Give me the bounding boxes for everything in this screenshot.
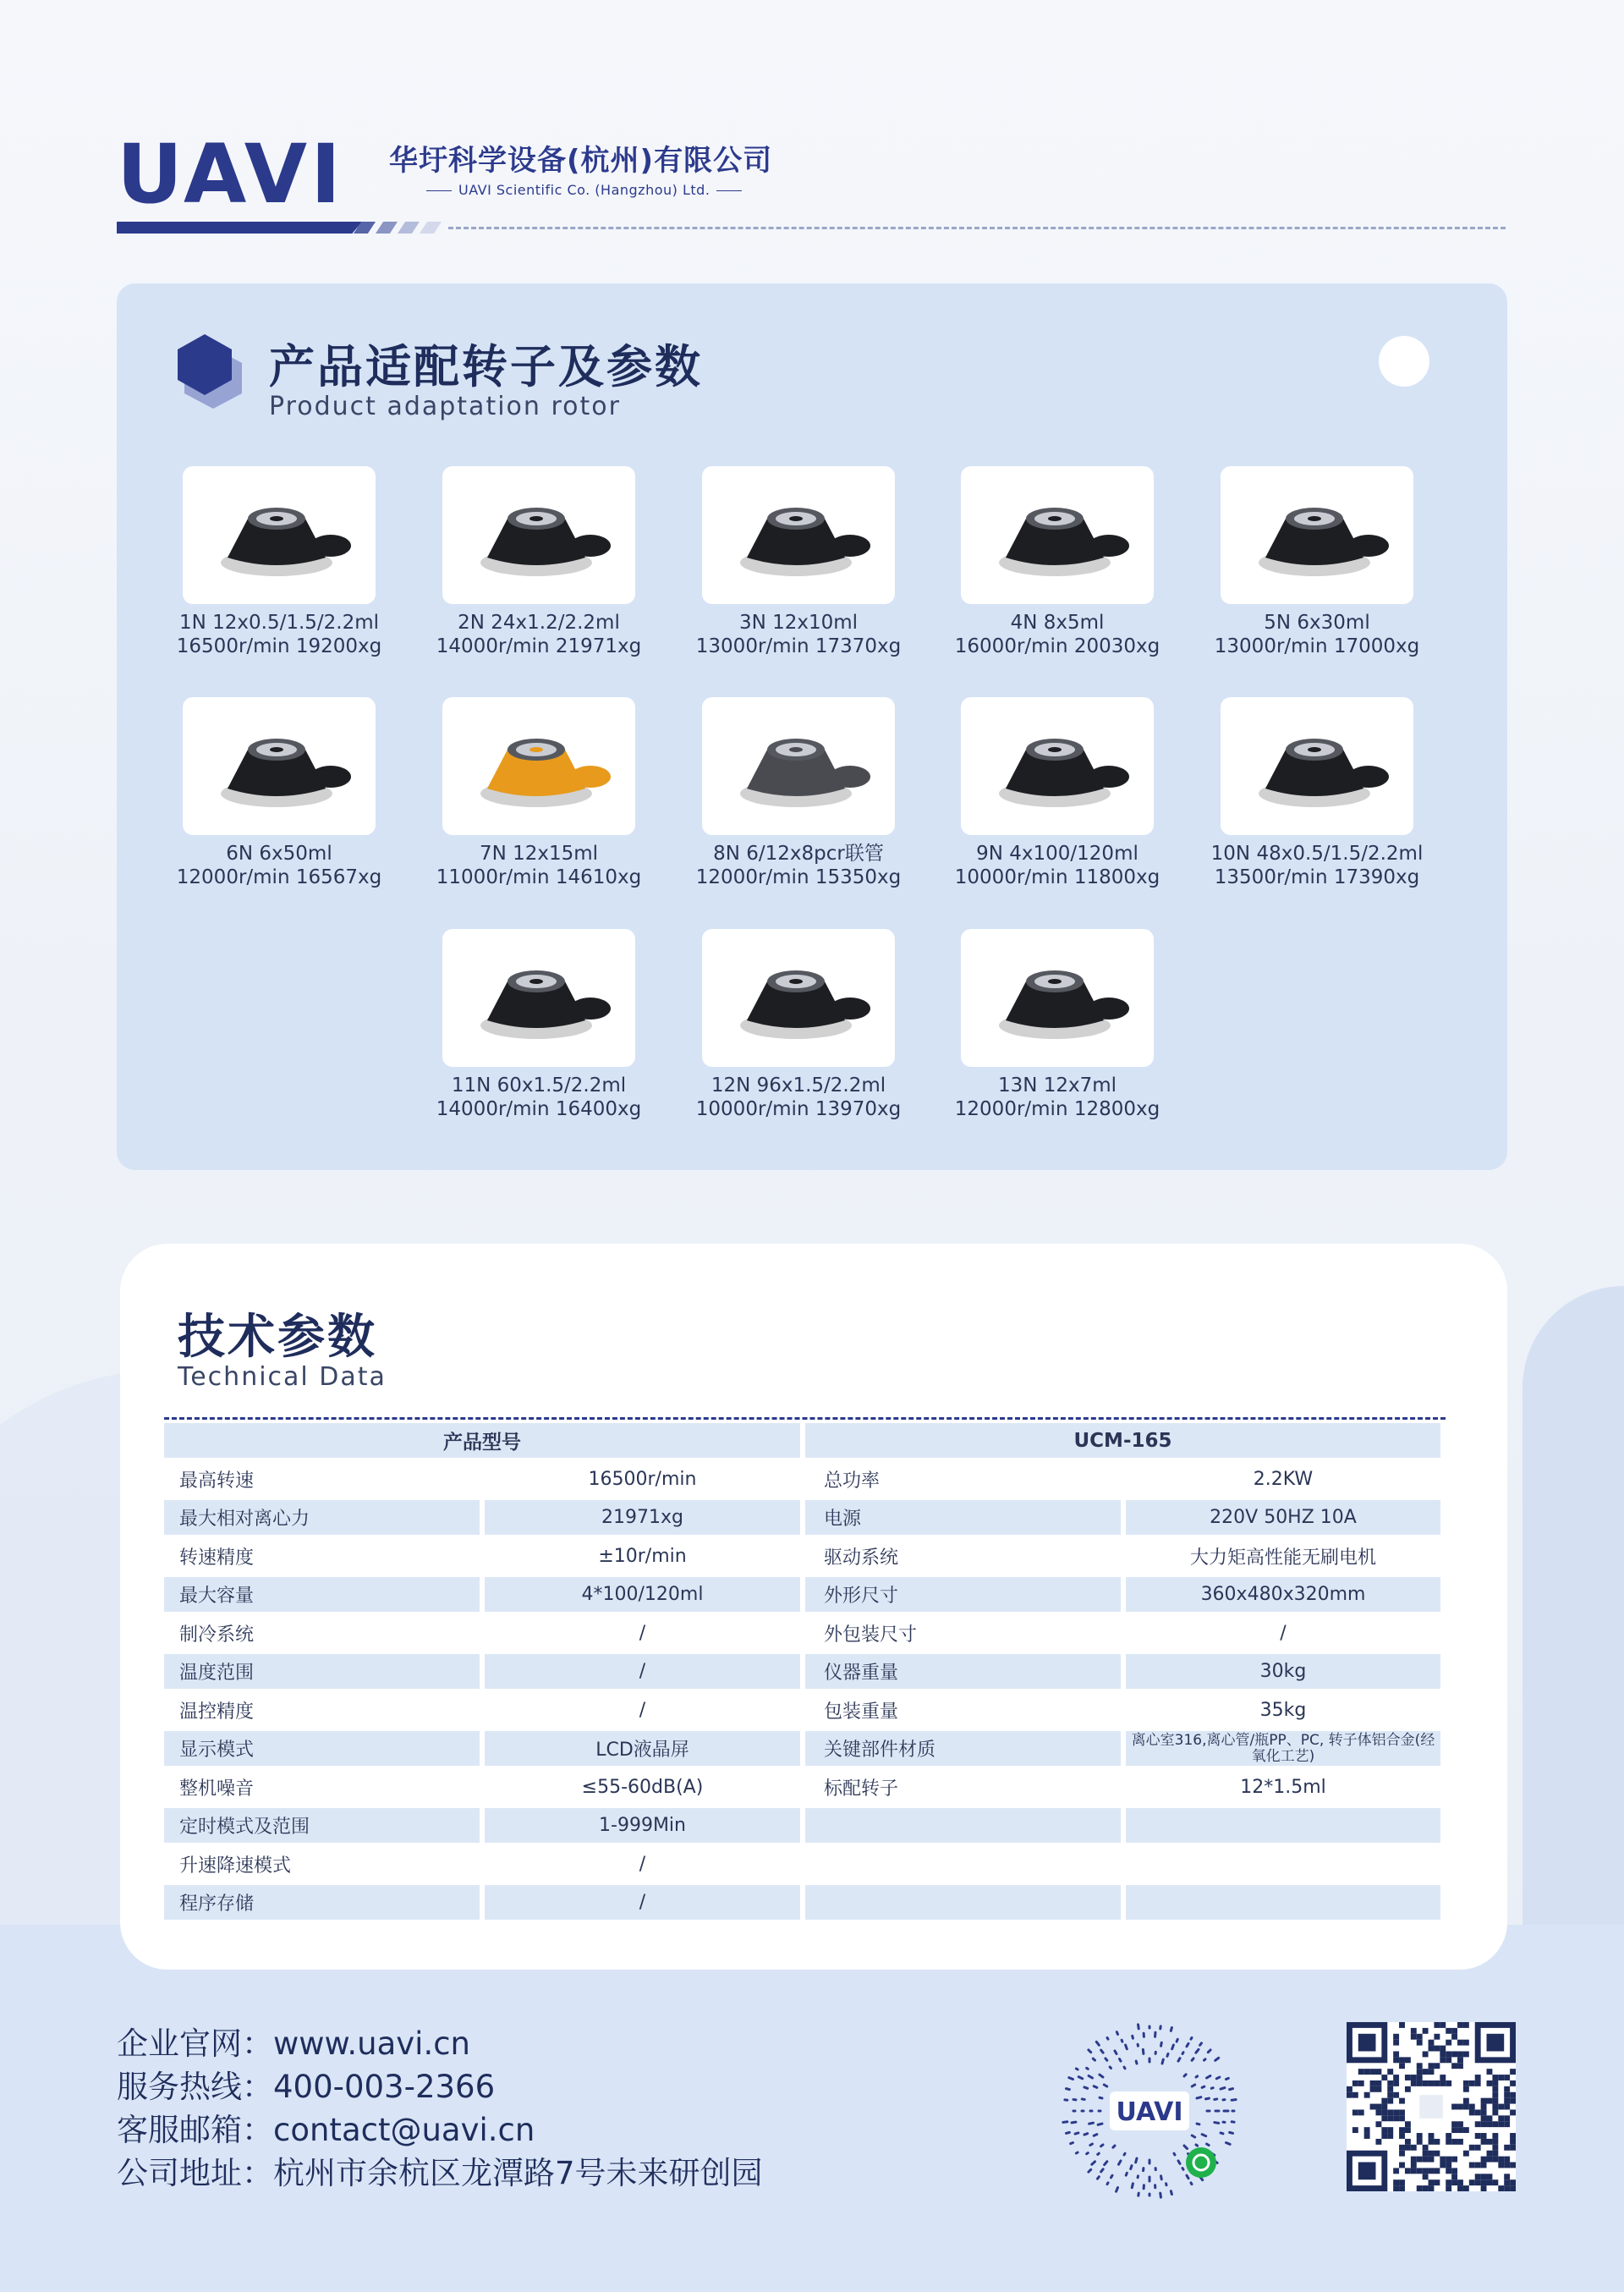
rotor-item <box>1207 466 1427 658</box>
rotor-speed: 16500r/min 19200xg <box>176 635 382 657</box>
company-name-block <box>389 137 772 198</box>
param-name: 驱动系统 <box>824 1547 899 1569</box>
rotor-speed: 14000r/min 16400xg <box>436 1098 642 1120</box>
tech-data-card <box>120 1244 1507 1970</box>
rotor-speed: 13000r/min 17000xg <box>1214 635 1420 657</box>
contact-line <box>117 2152 763 2195</box>
rotor-item <box>689 697 908 889</box>
rotor-image <box>183 697 376 835</box>
rotor-spec: 4N 8x5ml <box>1010 612 1105 634</box>
tech-dashed-line <box>164 1417 1446 1420</box>
param-name: 电源 <box>805 1500 1121 1535</box>
param-value: / <box>639 1853 646 1875</box>
rotor-item <box>689 929 908 1121</box>
mini-program-logo: UAVI <box>1116 2097 1183 2127</box>
table-row <box>164 1693 1446 1732</box>
qr-code-icon <box>1347 2022 1516 2191</box>
rotor-spec: 9N 4x100/120ml <box>976 843 1138 865</box>
rotor-item <box>689 466 908 658</box>
rotor-spec: 6N 6x50ml <box>226 843 332 865</box>
param-value: 12*1.5ml <box>1240 1776 1326 1798</box>
rotor-speed: 11000r/min 14610xg <box>436 866 642 888</box>
param-value: 16500r/min <box>588 1468 697 1490</box>
rotor-spec: 2N 24x1.2/2.2ml <box>458 612 620 634</box>
rotor-item <box>169 466 389 658</box>
param-name: 温度范围 <box>164 1654 480 1689</box>
param-name: 制冷系统 <box>179 1624 255 1646</box>
param-value: 2.2KW <box>1253 1468 1314 1490</box>
param-name: 温控精度 <box>179 1701 255 1723</box>
rotor-image <box>702 466 895 604</box>
table-row <box>164 1885 1446 1924</box>
rotor-spec: 10N 48x0.5/1.5/2.2ml <box>1210 843 1424 865</box>
param-name: 显示模式 <box>164 1731 480 1766</box>
param-name: 最高转速 <box>179 1470 255 1492</box>
contact-line <box>117 2022 763 2065</box>
rotor-speed: 12000r/min 15350xg <box>695 866 902 888</box>
table-row <box>164 1770 1446 1809</box>
contact-value[interactable]: 400-003-2366 <box>273 2069 496 2105</box>
table-row <box>164 1462 1446 1501</box>
rotor-spec: 12N 96x1.5/2.2ml <box>710 1075 886 1097</box>
rotor-spec: 1N 12x0.5/1.5/2.2ml <box>178 612 380 634</box>
contact-label: 客服邮箱： <box>117 2112 273 2148</box>
table-row <box>164 1616 1446 1655</box>
company-logo <box>117 127 344 222</box>
rotor-spec: 8N 6/12x8pcr联管 <box>713 843 884 865</box>
param-name <box>805 1885 1121 1920</box>
param-value: / <box>485 1654 800 1689</box>
param-name: 整机噪音 <box>179 1778 255 1800</box>
rotor-image <box>1221 466 1413 604</box>
rotor-item <box>429 697 649 889</box>
param-name: 最大相对离心力 <box>164 1500 480 1535</box>
contact-value: 杭州市余杭区龙潭路7号未来研创园 <box>273 2155 763 2191</box>
rotor-speed: 10000r/min 13970xg <box>695 1098 902 1120</box>
header-stripe <box>420 222 442 234</box>
rotor-speed: 12000r/min 12800xg <box>954 1098 1160 1120</box>
company-name-cn: 华圩科学设备(杭州)有限公司 <box>389 144 773 178</box>
rotor-image <box>961 929 1154 1067</box>
header-stripe <box>376 222 398 234</box>
param-name <box>805 1847 1121 1882</box>
rotor-item <box>1207 697 1427 889</box>
param-value <box>1126 1808 1440 1843</box>
company-name-en: UAVI Scientific Co. (Hangzhou) Ltd. <box>389 182 772 198</box>
tech-table-header <box>164 1423 1446 1462</box>
rotor-item <box>947 466 1167 658</box>
rotor-image <box>183 466 376 604</box>
param-name <box>805 1808 1121 1843</box>
param-value: ≤55-60dB(A) <box>581 1776 704 1798</box>
rotor-image <box>702 929 895 1067</box>
param-value: 离心室316,离心管/瓶PP、PC, 转子体铝合金(经氧化工艺) <box>1126 1731 1440 1766</box>
param-value: 21971xg <box>485 1500 800 1535</box>
contact-value[interactable]: contact@uavi.cn <box>273 2112 535 2148</box>
mini-program-qr-icon <box>1061 2022 1238 2200</box>
table-row <box>164 1654 1446 1693</box>
tech-section-subtitle: Technical Data <box>178 1362 387 1392</box>
param-name: 外包装尺寸 <box>824 1624 918 1646</box>
rotor-spec: 7N 12x15ml <box>479 843 599 865</box>
param-name: 包装重量 <box>824 1701 899 1723</box>
param-value: 360x480x320mm <box>1126 1577 1440 1612</box>
rotor-item <box>429 929 649 1121</box>
rotor-speed: 13000r/min 17370xg <box>695 635 902 657</box>
contact-list <box>117 2022 763 2195</box>
header-accent-bar <box>117 222 362 234</box>
rotor-image <box>442 697 635 835</box>
param-value: 4*100/120ml <box>485 1577 800 1612</box>
param-name: 最大容量 <box>164 1577 480 1612</box>
param-value: LCD液晶屏 <box>485 1731 800 1766</box>
param-name: 程序存储 <box>164 1885 480 1920</box>
contact-label: 公司地址： <box>117 2155 273 2191</box>
param-value: / <box>639 1699 646 1721</box>
param-name: 定时模式及范围 <box>164 1808 480 1843</box>
rotor-spec: 11N 60x1.5/2.2ml <box>451 1075 627 1097</box>
param-value: 1-999Min <box>485 1808 800 1843</box>
rotor-item <box>947 929 1167 1121</box>
rotor-image <box>1221 697 1413 835</box>
rotor-item <box>429 466 649 658</box>
param-value: / <box>485 1885 800 1920</box>
param-name: 转速精度 <box>179 1547 255 1569</box>
param-value: / <box>1280 1622 1287 1644</box>
rotor-image <box>702 697 895 835</box>
param-name: 标配转子 <box>824 1778 899 1800</box>
table-row <box>164 1808 1446 1847</box>
rotor-speed: 14000r/min 21971xg <box>436 635 642 657</box>
rotor-spec: 5N 6x30ml <box>1264 612 1370 634</box>
header-model-label: 产品型号 <box>164 1423 800 1458</box>
rotor-spec: 3N 12x10ml <box>738 612 859 634</box>
rotor-image <box>961 697 1154 835</box>
rotor-item <box>169 697 389 889</box>
rotor-section-title: 产品适配转子及参数 <box>269 340 703 393</box>
contact-line <box>117 2108 763 2152</box>
table-row <box>164 1577 1446 1616</box>
param-name: 总功率 <box>824 1470 881 1492</box>
param-value: 35kg <box>1259 1699 1307 1721</box>
contact-label: 服务热线： <box>117 2069 273 2105</box>
logo-text: UAVI <box>117 127 344 222</box>
rotor-section-subtitle: Product adaptation rotor <box>269 392 621 421</box>
param-value: 30kg <box>1126 1654 1440 1689</box>
rotor-item <box>947 697 1167 889</box>
table-row <box>164 1731 1446 1770</box>
rotor-image <box>961 466 1154 604</box>
param-name: 仪器重量 <box>805 1654 1121 1689</box>
param-value <box>1126 1847 1440 1882</box>
rotor-panel <box>117 283 1507 1170</box>
param-value <box>1126 1885 1440 1920</box>
header-stripe <box>398 222 420 234</box>
param-value: / <box>639 1622 646 1644</box>
param-name: 外形尺寸 <box>805 1577 1121 1612</box>
param-name: 关键部件材质 <box>805 1731 1121 1766</box>
decorative-circle <box>1379 336 1429 387</box>
table-row <box>164 1539 1446 1578</box>
rotor-speed: 12000r/min 16567xg <box>176 866 382 888</box>
param-value: 大力矩高性能无刷电机 <box>1189 1547 1376 1569</box>
hexagon-icon <box>176 333 244 409</box>
contact-value[interactable]: www.uavi.cn <box>273 2025 471 2062</box>
param-name: 升速降速模式 <box>179 1855 292 1877</box>
tech-section-title: 技术参数 <box>178 1310 377 1365</box>
rotor-speed: 16000r/min 20030xg <box>954 635 1160 657</box>
rotor-image <box>442 466 635 604</box>
table-row <box>164 1500 1446 1539</box>
rotor-image <box>442 929 635 1067</box>
rotor-spec: 13N 12x7ml <box>997 1075 1117 1097</box>
header-model-value: UCM-165 <box>805 1423 1440 1458</box>
table-row <box>164 1847 1446 1886</box>
tech-table <box>164 1423 1446 1924</box>
param-value: ±10r/min <box>598 1545 687 1567</box>
rotor-speed: 10000r/min 11800xg <box>954 866 1160 888</box>
contact-line <box>117 2065 763 2108</box>
header-dashed-line <box>448 227 1506 229</box>
rotor-speed: 13500r/min 17390xg <box>1214 866 1420 888</box>
param-value: 220V 50HZ 10A <box>1126 1500 1440 1535</box>
contact-label: 企业官网： <box>117 2025 273 2062</box>
